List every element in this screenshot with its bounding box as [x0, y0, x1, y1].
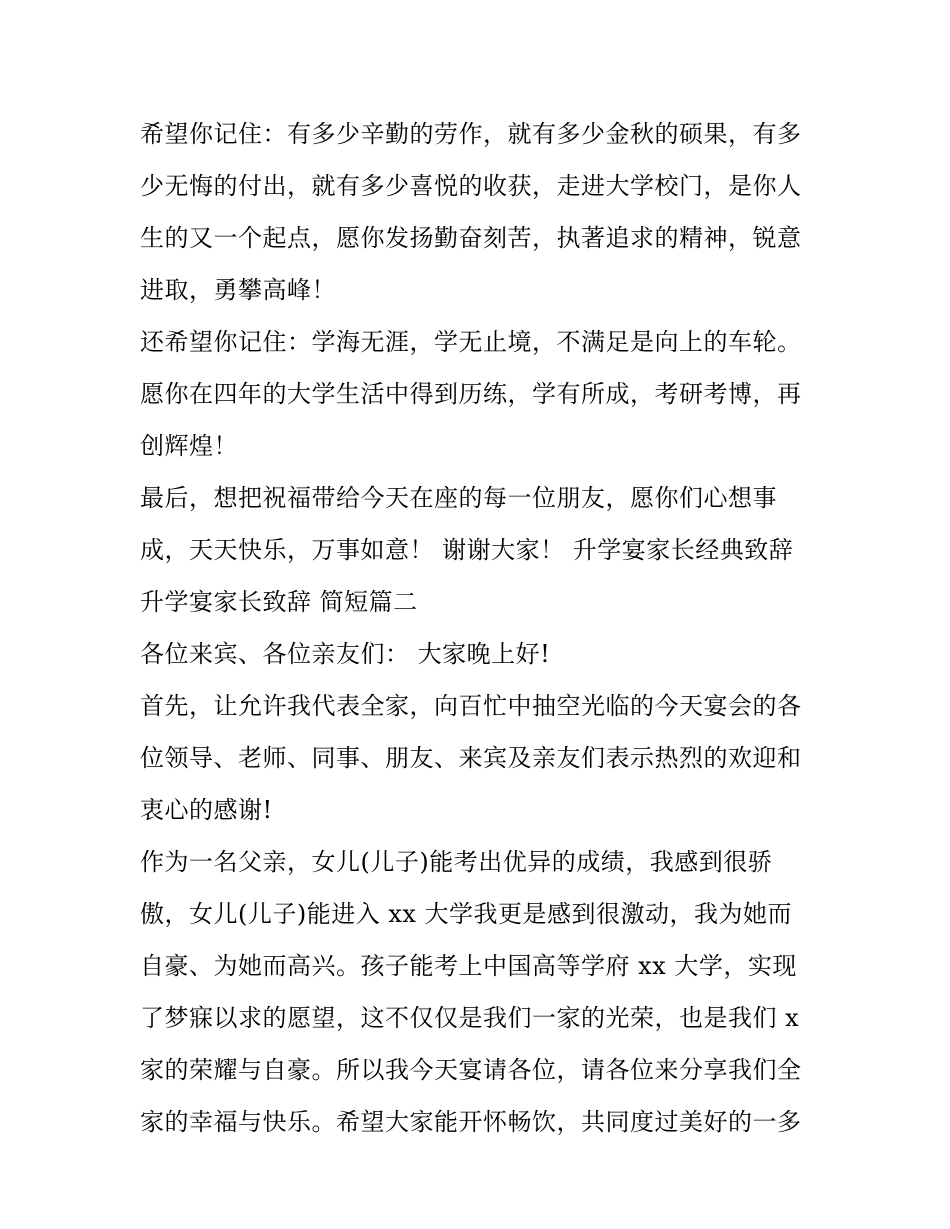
text-line: 首先，让允许我代表全家，向百忙中抽空光临的今天宴会的各 [140, 692, 802, 720]
text-line: 还希望你记住：学海无涯，学无止境，不满足是向上的车轮。 [140, 328, 802, 356]
text-line: 各位来宾、各位亲友们： 大家晚上好! [140, 640, 551, 668]
text-line: 生的又一个起点，愿你发扬勤奋刻苦，执著追求的精神，锐意 [140, 224, 802, 252]
section-heading: 升学宴家长致辞 简短篇二 [140, 588, 418, 616]
text-line: 家的荣耀与自豪。所以我今天宴请各位，请各位来分享我们全 [140, 1056, 802, 1084]
text-line: 少无悔的付出，就有多少喜悦的收获，走进大学校门，是你人 [140, 172, 802, 200]
text-line: 愿你在四年的大学生活中得到历练，学有所成，考研考博，再 [140, 380, 802, 408]
text-line: 成，天天快乐，万事如意！ 谢谢大家！ 升学宴家长经典致辞 [140, 536, 794, 564]
text-line: 家的幸福与快乐。希望大家能开怀畅饮，共同度过美好的一多 [140, 1108, 802, 1136]
text-line: 衷心的感谢! [140, 796, 273, 824]
text-line: 傲，女儿(儿子)能进入 xx 大学我更是感到很激动，我为她而 [140, 900, 793, 928]
text-line: 最后，想把祝福带给今天在座的每一位朋友，愿你们心想事 [140, 484, 777, 512]
text-line: 作为一名父亲，女儿(儿子)能考出优异的成绩，我感到很骄 [140, 848, 773, 876]
body-text [140, 108, 830, 1148]
text-line: 自豪、为她而高兴。孩子能考上中国高等学府 xx 大学，实现 [140, 952, 797, 980]
text-line: 创辉煌！ [140, 432, 238, 460]
text-line: 了梦寐以求的愿望，这不仅仅是我们一家的光荣，也是我们 x [140, 1004, 800, 1032]
text-line: 位领导、老师、同事、朋友、来宾及亲友们表示热烈的欢迎和 [140, 744, 802, 772]
text-line: 进取，勇攀高峰！ [140, 276, 336, 304]
text-line: 希望你记住：有多少辛勤的劳作，就有多少金秋的硕果，有多 [140, 120, 802, 148]
